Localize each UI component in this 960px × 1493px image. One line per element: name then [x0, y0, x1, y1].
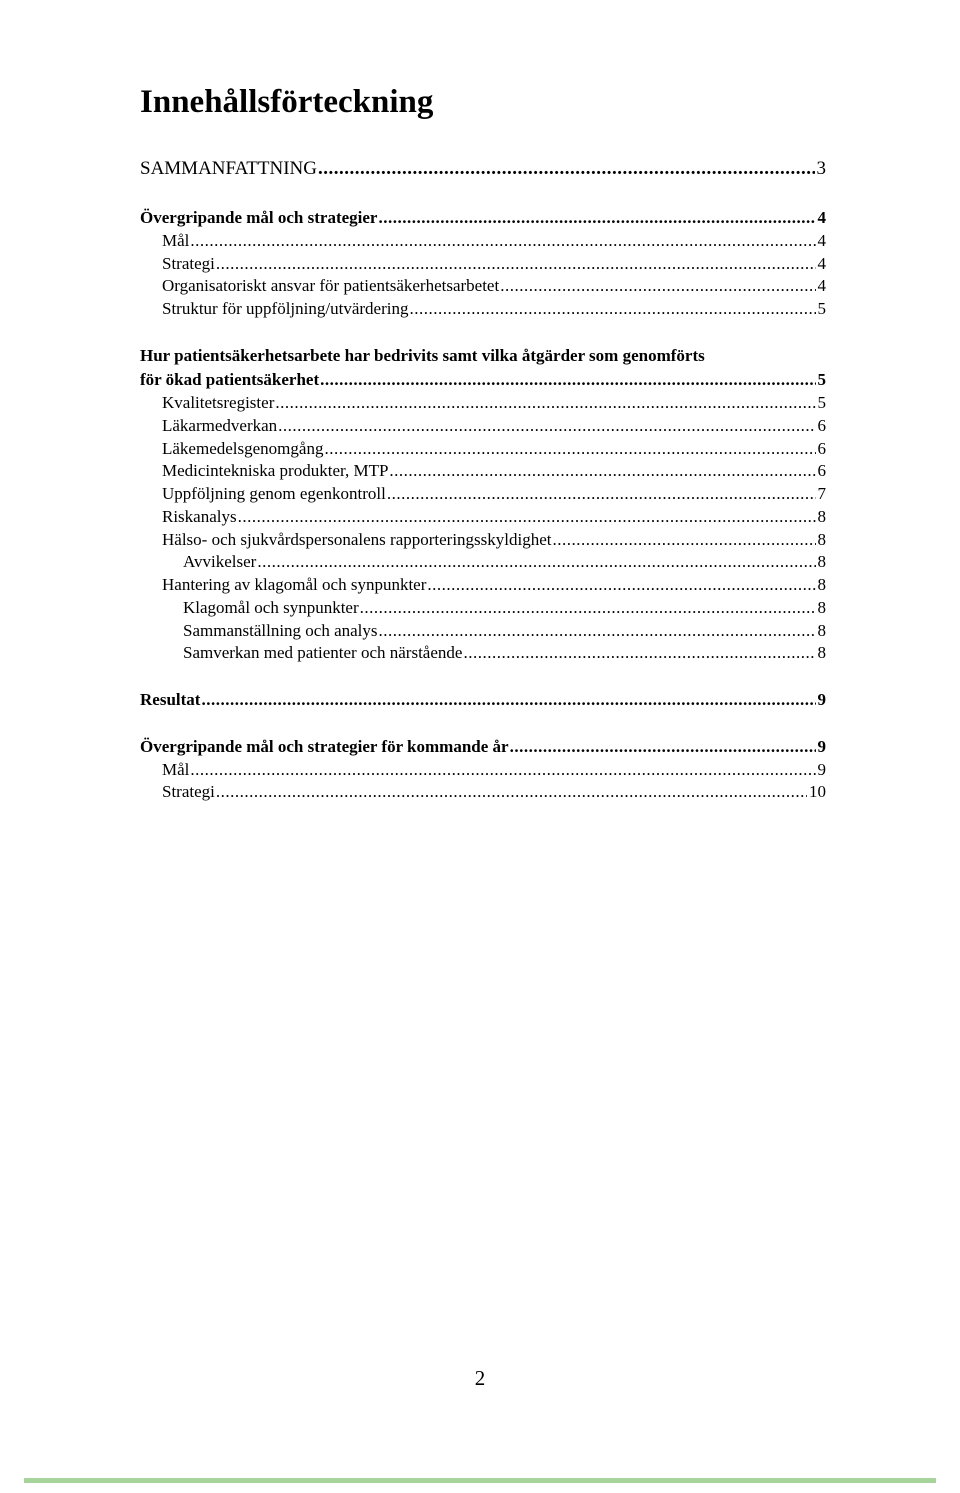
toc-dot-leader — [389, 460, 815, 482]
toc-entry[interactable] — [162, 392, 826, 414]
toc-entry-page: 9 — [817, 737, 826, 756]
toc-entry[interactable] — [162, 438, 826, 460]
toc-entry-label: SAMMANFATTNING — [140, 158, 317, 179]
toc-entry-label: Strategi — [162, 782, 215, 801]
toc-entry-page: 4 — [817, 254, 826, 273]
toc-entry-page: 9 — [817, 760, 826, 779]
toc-dot-leader — [190, 759, 815, 781]
toc-entry-page: 4 — [817, 231, 826, 250]
toc-entry[interactable] — [183, 642, 826, 664]
toc-dot-leader — [320, 369, 815, 391]
toc-entry-label: för ökad patientsäkerhet — [140, 370, 320, 389]
toc-entry-page: 9 — [817, 690, 826, 709]
toc-entry-label: Hälso- och sjukvårdspersonalens rapporteringsskyldighet — [162, 530, 552, 549]
toc-dot-leader — [238, 506, 816, 528]
page-number: 2 — [474, 1366, 486, 1390]
toc-entry-label: Medicintekniska produkter, MTP — [162, 461, 389, 480]
toc-entry-page: 5 — [817, 370, 826, 389]
toc-entry-page: 10 — [809, 782, 826, 801]
toc-entry-label: Övergripande mål och strategier — [140, 208, 378, 227]
toc-entry[interactable] — [140, 158, 826, 180]
toc-entry[interactable] — [140, 736, 826, 758]
toc-entry-page: 4 — [817, 276, 826, 295]
toc-entry-page: 3 — [816, 158, 826, 179]
toc-entry-page: 7 — [817, 484, 826, 503]
toc-entry[interactable] — [183, 551, 826, 573]
toc-entry[interactable] — [162, 529, 826, 551]
toc-entry-page: 8 — [817, 552, 826, 571]
toc-entry-label: Läkemedelsgenomgång — [162, 439, 324, 458]
toc-entry-page: 6 — [817, 461, 826, 480]
toc-entry[interactable] — [140, 689, 826, 711]
toc-entry-page: 4 — [817, 208, 826, 227]
toc-entry[interactable] — [140, 369, 826, 391]
toc-entry[interactable] — [183, 620, 826, 642]
toc-dot-leader — [278, 415, 815, 437]
toc-dot-leader — [378, 207, 815, 229]
toc-entry[interactable] — [162, 460, 826, 482]
toc-dot-leader — [216, 253, 816, 275]
toc-entry-label: Mål — [162, 760, 190, 779]
toc-dot-leader — [216, 781, 807, 803]
toc-entry-page: 5 — [817, 393, 826, 412]
toc-entry-page: 5 — [817, 299, 826, 318]
toc-entry-label: Sammanställning och analys — [183, 621, 378, 640]
toc-dot-leader — [257, 551, 815, 573]
toc-entry[interactable] — [162, 506, 826, 528]
toc-entry-label: Avvikelser — [183, 552, 257, 571]
toc-entry-label: Organisatoriskt ansvar för patientsäkerhetsarbetet — [162, 276, 500, 295]
toc-dot-leader — [201, 689, 815, 711]
toc-dot-leader — [409, 298, 815, 320]
toc-entry[interactable] — [140, 207, 826, 229]
toc-entry-page: 8 — [817, 643, 826, 662]
page-title: Innehållsförteckning — [140, 84, 434, 120]
toc-dot-leader — [427, 574, 815, 596]
toc-dot-leader — [190, 230, 815, 252]
toc-entry[interactable] — [183, 597, 826, 619]
toc-dot-leader — [387, 483, 816, 505]
toc-entry[interactable] — [162, 415, 826, 437]
toc-entry-label: Hantering av klagomål och synpunkter — [162, 575, 427, 594]
toc-dot-leader — [500, 275, 815, 297]
toc-entry-page: 6 — [817, 416, 826, 435]
toc-entry-label: Struktur för uppföljning/utvärdering — [162, 299, 409, 318]
toc-entry-label: Klagomål och synpunkter — [183, 598, 359, 617]
toc-entry-label: Samverkan med patienter och närstående — [183, 643, 463, 662]
toc-entry-page: 8 — [817, 530, 826, 549]
footer-divider — [24, 1478, 936, 1483]
toc-dot-leader — [318, 158, 815, 180]
toc-entry-label-line1: Hur patientsäkerhetsarbete har bedrivits samt vilka åtgärder som genomförts — [140, 346, 705, 365]
toc-dot-leader — [360, 597, 816, 619]
toc-entry[interactable] — [162, 230, 826, 252]
toc-entry-page: 6 — [817, 439, 826, 458]
toc-entry-label: Resultat — [140, 690, 201, 709]
toc-dot-leader — [379, 620, 816, 642]
toc-dot-leader — [463, 642, 815, 664]
toc-entry-label: Uppföljning genom egenkontroll — [162, 484, 386, 503]
toc-entry-page: 8 — [817, 575, 826, 594]
toc-entry[interactable] — [162, 253, 826, 275]
toc-entry-label: Övergripande mål och strategier för kommande år — [140, 737, 509, 756]
toc-entry-page: 8 — [817, 621, 826, 640]
toc-entry-label: Strategi — [162, 254, 215, 273]
toc-dot-leader — [275, 392, 815, 414]
toc-entry-label: Kvalitetsregister — [162, 393, 275, 412]
toc-entry[interactable] — [162, 298, 826, 320]
toc-dot-leader — [324, 438, 815, 460]
toc-entry-page: 8 — [817, 598, 826, 617]
toc-dot-leader — [510, 736, 816, 758]
toc-entry[interactable] — [162, 483, 826, 505]
toc-entry-label: Läkarmedverkan — [162, 416, 278, 435]
toc-entry-label: Riskanalys — [162, 507, 237, 526]
toc-dot-leader — [553, 529, 816, 551]
toc-entry-page: 8 — [817, 507, 826, 526]
toc-entry[interactable] — [162, 275, 826, 297]
toc-entry[interactable] — [162, 781, 826, 803]
toc-entry[interactable] — [162, 574, 826, 596]
toc-entry-label: Mål — [162, 231, 190, 250]
toc-entry[interactable] — [162, 759, 826, 781]
